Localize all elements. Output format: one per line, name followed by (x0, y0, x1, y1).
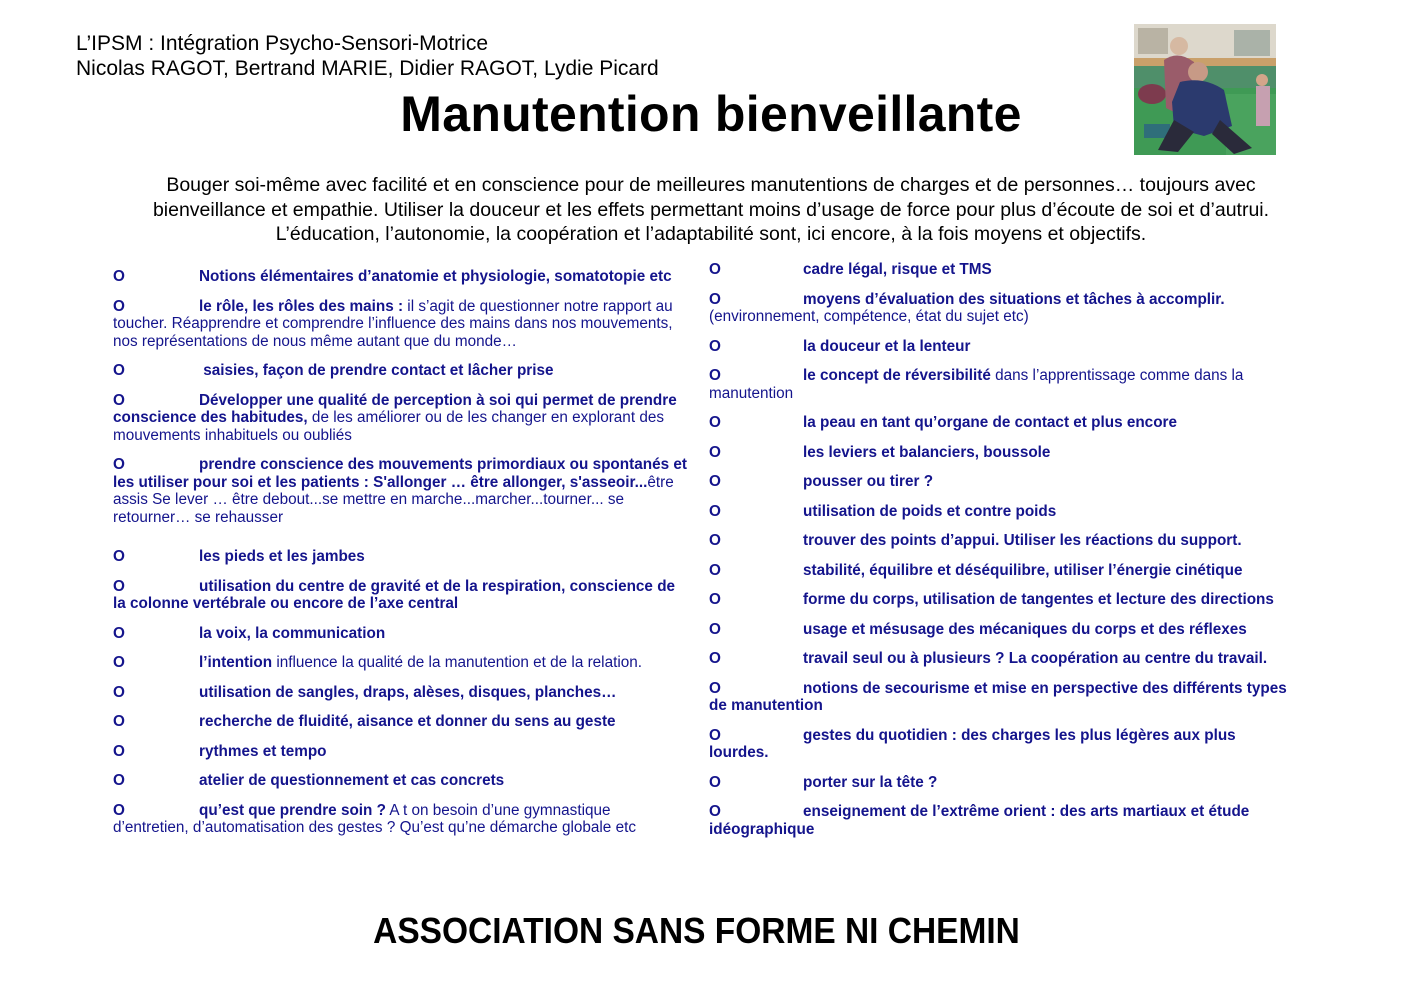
bullet-marker: O (113, 577, 125, 595)
item-heading: utilisation de poids et contre poids (803, 502, 1057, 520)
footer-association-name: ASSOCIATION SANS FORME NI CHEMIN (373, 910, 1020, 951)
bullet-marker: O (709, 620, 721, 638)
bullet-marker: O (113, 713, 125, 730)
item-heading: atelier de questionnement et cas concrets (199, 772, 505, 789)
bullet-marker: O (709, 473, 721, 490)
intro-line-3: L’éducation, l’autonomie, la coopération et l’adaptabilité sont, ici encore, à la fois moyens et objectifs. (275, 223, 1147, 245)
list-item (709, 774, 1289, 792)
item-detail: (environnement, compétence, état du sujet etc) (709, 308, 1029, 325)
list-item (113, 684, 688, 702)
item-heading: forme du corps, utilisation de tangentes et lecture des directions (803, 591, 1274, 608)
item-detail: il s’agit de questionner notre rapport au toucher. Réapprendre et comprendre l’influence des mains dans nos mouvements, nos représentations de nous même autant que du monde… (113, 297, 673, 350)
item-heading: qu’est que prendre soin ? (199, 801, 386, 819)
bullet-marker: O (709, 261, 721, 278)
item-heading: enseignement de l’extrême orient : des arts martiaux et étude idéographique (709, 803, 1250, 838)
list-item (113, 456, 688, 526)
list-item (709, 650, 1289, 668)
list-item (113, 772, 688, 790)
bullet-marker: O (709, 414, 721, 431)
item-heading: utilisation de sangles, draps, alèses, disques, planches… (199, 683, 617, 701)
item-heading: moyens d’évaluation des situations et tâches à accomplir. (803, 290, 1225, 308)
bullet-marker: O (113, 362, 125, 379)
item-heading: Développer une qualité de perception à soi qui permet de prendre conscience des habitudes, (113, 391, 677, 426)
list-item (113, 392, 688, 445)
bullet-marker: O (709, 679, 721, 697)
list-item (113, 713, 688, 731)
intro-paragraph (76, 173, 1346, 247)
intro-line-1: Bouger soi-même avec facilité et en conscience pour de meilleures manutentions de charges et de personnes… toujours avec (166, 174, 1256, 196)
bullet-marker: O (113, 297, 125, 315)
list-item (709, 532, 1289, 550)
list-item (113, 268, 688, 286)
bullet-marker: O (709, 532, 721, 549)
header-line-1: L’IPSM : Intégration Psycho-Sensori-Motrice (76, 32, 489, 55)
list-item (709, 291, 1289, 326)
item-heading: gestes du quotidien : des charges les plus légères aux plus lourdes. (709, 726, 1236, 761)
item-heading: les pieds et les jambes (199, 548, 365, 565)
list-item (113, 743, 688, 761)
list-item (709, 261, 1289, 279)
bullet-marker: O (709, 591, 721, 608)
photo-image (1134, 24, 1276, 155)
item-heading: le concept de réversibilité (803, 367, 991, 384)
header (76, 31, 659, 81)
bullet-marker: O (709, 726, 721, 744)
item-heading: Notions élémentaires d’anatomie et physiologie, somatotopie etc (199, 268, 672, 285)
list-item (709, 414, 1289, 432)
intro-line-2: bienveillance et empathie. Utiliser la douceur et les effets permettant moins d’usage de force pour plus d’écoute de soi et d’autrui. (152, 198, 1270, 221)
item-detail: de les améliorer ou de les changer en explorant des mouvements inhabituels ou oubliés (113, 409, 664, 444)
item-heading: la voix, la communication (199, 624, 386, 642)
header-line-2: Nicolas RAGOT, Bertrand MARIE, Didier RAGOT, Lydie Picard (76, 57, 659, 80)
bullet-marker: O (113, 772, 125, 789)
bullet-marker: O (709, 290, 721, 308)
list-item (709, 444, 1289, 462)
item-heading: usage et mésusage des mécaniques du corps et des réflexes (803, 620, 1247, 638)
list-item (709, 367, 1289, 402)
bullet-marker: O (709, 502, 721, 520)
list-item (709, 680, 1289, 715)
item-detail: dans l’apprentissage comme dans la manutention (709, 367, 1244, 402)
item-heading: utilisation du centre de gravité et de la respiration, conscience de la colonne vertébrale ou encore de l’axe central (113, 577, 676, 612)
bullet-marker: O (709, 367, 721, 384)
right-column-list (709, 261, 1289, 850)
bullet-marker: O (113, 624, 125, 642)
bullet-marker: O (709, 773, 721, 791)
item-heading: rythmes et tempo (199, 742, 327, 760)
list-item (113, 548, 688, 566)
item-heading: saisies, façon de prendre contact et lâcher prise (199, 362, 554, 379)
list-item (709, 591, 1289, 609)
item-heading: prendre conscience des mouvements primordiaux ou spontanés et les utiliser pour soi et les patients : S'allonger … être allonger, s'asseoir... (113, 456, 687, 491)
item-heading: la peau en tant qu’organe de contact et plus encore (803, 414, 1177, 431)
bullet-marker: O (709, 443, 721, 461)
photo-illustration (1134, 24, 1276, 155)
left-column-list (113, 268, 688, 849)
bullet-marker: O (113, 801, 125, 819)
list-item (709, 503, 1289, 521)
bullet-marker: O (709, 803, 721, 820)
item-heading: notions de secourisme et mise en perspective des différents types de manutention (709, 679, 1287, 714)
item-heading: porter sur la tête ? (803, 773, 938, 791)
list-item (113, 578, 688, 613)
item-heading: cadre légal, risque et TMS (803, 261, 992, 278)
item-heading: recherche de fluidité, aisance et donner du sens au geste (199, 713, 616, 730)
bullet-marker: O (113, 391, 125, 409)
item-heading: trouver des points d’appui. Utiliser les réactions du support. (803, 532, 1242, 549)
item-heading: pousser ou tirer ? (803, 473, 934, 490)
bullet-marker: O (113, 654, 125, 671)
item-detail: influence la qualité de la manutention et de la relation. (272, 654, 643, 671)
list-item (113, 654, 688, 672)
list-item (709, 338, 1289, 356)
bullet-marker: O (113, 548, 125, 565)
bullet-marker: O (709, 650, 721, 667)
bullet-marker: O (709, 561, 721, 579)
bullet-marker: O (113, 456, 125, 473)
list-item (709, 803, 1289, 838)
bullet-marker: O (113, 742, 125, 760)
list-item (709, 473, 1289, 491)
item-heading: stabilité, équilibre et déséquilibre, utiliser l’énergie cinétique (803, 561, 1243, 579)
list-item (709, 562, 1289, 580)
item-detail: être assis Se lever … être debout...se mettre en marche...marcher...tourner... se retourner… se rehausser (113, 473, 674, 526)
list-item (113, 362, 688, 380)
list-item (709, 727, 1289, 762)
list-item (113, 625, 688, 643)
item-detail: A t on besoin d’une gymnastique d’entretien, d’automatisation des gestes ? Qu’est qu’ne démarche globale etc (113, 801, 636, 836)
bullet-marker: O (113, 683, 125, 701)
item-heading: la douceur et la lenteur (803, 337, 971, 355)
item-heading: l’intention (199, 654, 273, 671)
item-heading: le rôle, les rôles des mains : (199, 297, 404, 315)
item-heading: les leviers et balanciers, boussole (803, 443, 1051, 461)
list-item (709, 621, 1289, 639)
bullet-marker: O (113, 268, 125, 285)
list-item (113, 298, 688, 351)
item-heading: travail seul ou à plusieurs ? La coopération au centre du travail. (803, 650, 1268, 667)
list-item (113, 802, 688, 837)
bullet-marker: O (709, 337, 721, 355)
page-title: Manutention bienveillante (400, 86, 1022, 142)
